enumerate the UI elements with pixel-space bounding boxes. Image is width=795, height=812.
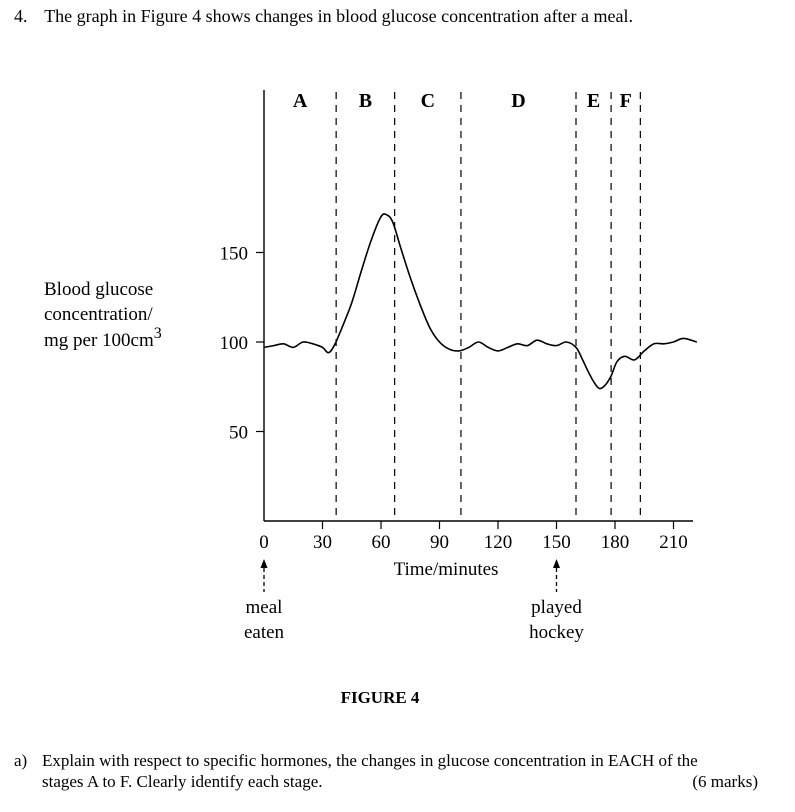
question-number: 4. [14,6,28,26]
annotation-2-text-line-1: played [531,597,582,618]
annotation-1-text-line-2: eaten [243,622,285,643]
annotation-1-text-line-1: meal [245,597,283,618]
annotation-1-arrow-head [261,559,268,568]
x-tick-label-90: 90 [430,532,449,553]
stage-labels [293,90,632,112]
y-axis-ticks [220,244,265,444]
subquestion-line-1: Explain with respect to specific hormones, the changes in glucose concentration in EACH of the [42,751,698,770]
y-tick-label-100: 100 [219,333,248,354]
x-tick-label-180: 180 [600,532,630,553]
stage-boundary-lines [336,92,640,521]
annotation-2-text-line-2: hockey [529,622,584,643]
y-axis-label-line-3 [44,325,162,351]
stage-label-a: A [292,90,308,112]
x-tick-label-0: 0 [259,532,269,553]
x-tick-label-150: 150 [542,532,571,553]
subquestion-line-2: stages A to F. Clearly identify each stage. [42,772,323,791]
subquestion-label: a) [14,751,28,770]
annotation-2-arrow-head [553,559,560,568]
question-text: The graph in Figure 4 shows changes in blood glucose concentration after a meal. [44,6,634,26]
x-tick-label-120: 120 [483,532,513,553]
y-tick-label-50: 50 [229,422,248,444]
marks-allocation: (6 marks) [692,772,758,791]
series-line-1 [264,214,697,389]
x-axis-ticks [259,521,688,553]
stage-label-f: F [619,90,632,112]
y-axis-label-superscript: 3 [153,325,162,342]
stage-label-d: D [511,90,526,112]
x-axis-label: Time/minutes [393,559,499,580]
y-tick-label-150: 150 [219,243,248,265]
stage-label-c: C [420,90,436,112]
y-axis-label-line-1: Blood glucose [44,279,154,300]
subquestion-body [42,750,758,792]
x-tick-label-60: 60 [371,532,391,553]
figure-caption: FIGURE 4 [340,688,420,707]
x-tick-label-210: 210 [659,532,688,553]
x-tick-label-30: 30 [313,532,332,553]
subquestion-line-2-row [42,771,758,792]
chart-series [264,214,697,389]
chart-axes [264,90,693,521]
y-axis-label-line-2: concentration/ [44,304,153,325]
stage-label-e: E [586,90,601,112]
stage-label-b: B [358,90,373,112]
y-axis-label-unit: mg per 100cm [44,330,154,351]
